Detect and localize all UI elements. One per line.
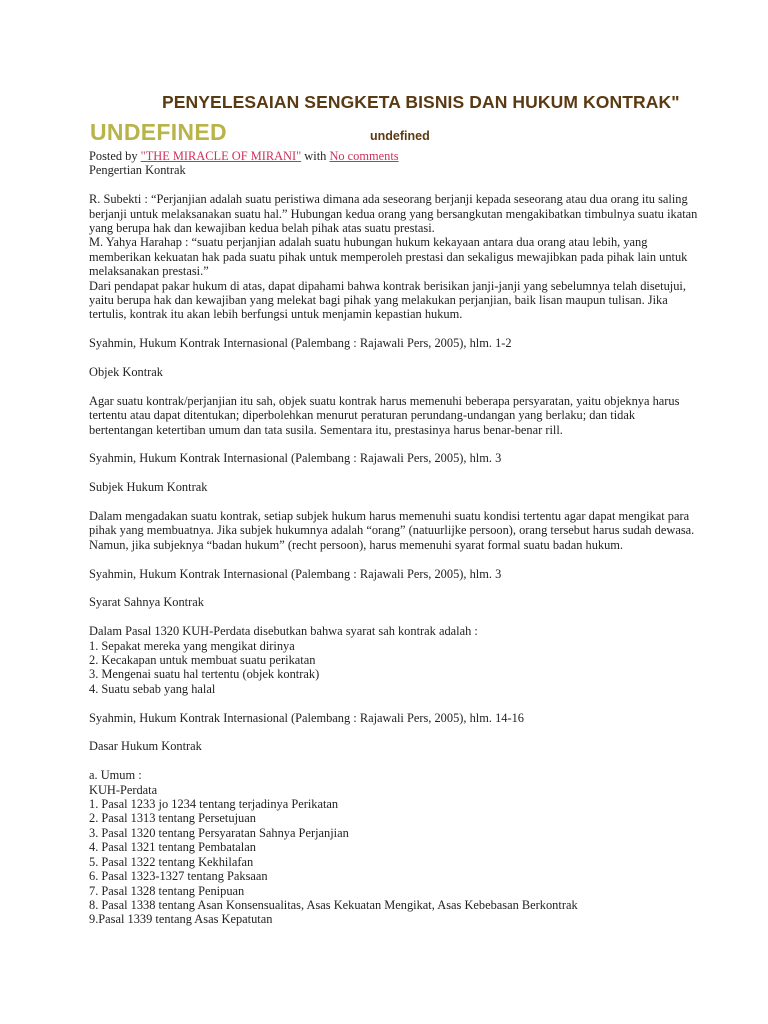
- paragraph-line: berjanji untuk melaksanakan suatu hal.” Hubungan kedua orang yang bersangkutan mengakibatkan timbulnya suatu ikatan: [89, 206, 698, 221]
- list-item: 2. Pasal 1313 tentang Persetujuan: [89, 811, 256, 826]
- section-heading: Objek Kontrak: [89, 365, 163, 380]
- list: [89, 797, 689, 927]
- list-item: 7. Pasal 1328 tentang Penipuan: [89, 883, 245, 898]
- list-item: 1. Sepakat mereka yang mengikat dirinya: [89, 638, 295, 653]
- list-item: 9.Pasal 1339 tentang Asas Kepatutan: [89, 912, 273, 927]
- list-item: 2. Kecakapan untuk membuat suatu perikatan: [89, 653, 316, 668]
- list-item: 5. Pasal 1322 tentang Kekhilafan: [89, 854, 254, 869]
- comments-link[interactable]: No comments: [329, 149, 399, 163]
- section-heading: Pengertian Kontrak: [89, 163, 186, 178]
- page-title: PENYELESAIAN SENGKETA BISNIS DAN HUKUM KONTRAK": [162, 92, 680, 112]
- paragraph: [89, 509, 695, 552]
- article-body: [89, 149, 698, 927]
- paragraph-line: Dalam mengadakan suatu kontrak, setiap subjek hukum harus memenuhi suatu kondisi tertentu agar dapat mengikat para: [89, 509, 690, 524]
- paragraph-line: memberikan kekuatan hak pada suatu pihak untuk memperoleh prestasi dan sekaligus mewajibkan pada pihak lain untuk: [89, 249, 688, 264]
- paragraph-line: melaksanakan prestasi.”: [89, 264, 209, 279]
- undefined-subheading: undefined: [370, 129, 430, 143]
- subheading: a. Umum :: [89, 768, 142, 783]
- list-item: 6. Pasal 1323-1327 tentang Paksaan: [89, 869, 268, 884]
- posted-by-label: Posted by: [89, 149, 138, 163]
- list-item: 1. Pasal 1233 jo 1234 tentang terjadinya Perikatan: [89, 797, 339, 812]
- paragraph-line: yaitu berupa hak dan kewajiban yang melekat bagi pihak yang melakukan perjanjian, baik lisan maupun tulisan. Jika: [89, 293, 668, 308]
- paragraph-line: bertentangan ketertiban umum dan tata susila. Sementara itu, prestasinya harus benar-benar rill.: [89, 422, 563, 437]
- paragraph: Dalam Pasal 1320 KUH-Perdata disebutkan bahwa syarat sah kontrak adalah :: [89, 624, 478, 639]
- section-heading: Subjek Hukum Kontrak: [89, 480, 208, 495]
- paragraph-line: pihak yang membuatnya. Jika subjek hukumnya adalah “orang” (natuurlijke persoon), orang tersebut harus sudah dewasa.: [89, 523, 695, 538]
- section-heading: Dasar Hukum Kontrak: [89, 739, 202, 754]
- citation: Syahmin, Hukum Kontrak Internasional (Palembang : Rajawali Pers, 2005), hlm. 1-2: [89, 336, 512, 351]
- paragraph-line: Dari pendapat pakar hukum di atas, dapat dipahami bahwa kontrak berisikan janji-janji yang sebelumnya telah disetujui,: [89, 278, 686, 293]
- paragraph-line: Namun, jika subjeknya “badan hukum” (recht persoon), harus memenuhi syarat formal suatu badan hukum.: [89, 537, 624, 552]
- list-item: 8. Pasal 1338 tentang Asan Konsensualitas, Asas Kekuatan Mengikat, Asas Kebebasan Berkontrak: [89, 897, 578, 912]
- list-item: 3. Mengenai suatu hal tertentu (objek kontrak): [89, 667, 320, 682]
- code-label: KUH-Perdata: [89, 782, 158, 797]
- list-item: 4. Pasal 1321 tentang Pembatalan: [89, 840, 256, 855]
- citation: Syahmin, Hukum Kontrak Internasional (Palembang : Rajawali Pers, 2005), hlm. 3: [89, 566, 502, 581]
- paragraph-line: tertulis, kontrak itu akan lebih berfungsi untuk menjamin kepastian hukum.: [89, 307, 463, 322]
- paragraph-line: Agar suatu kontrak/perjanjian itu sah, objek suatu kontrak harus memenuhi beberapa persyaratan, yaitu objeknya harus: [89, 393, 680, 408]
- list-item: 4. Suatu sebab yang halal: [89, 681, 216, 696]
- paragraph-line: yang berupa hak dan kewajiban kedua belah pihak atas suatu prestasi.: [89, 221, 435, 236]
- paragraph-line: R. Subekti : “Perjanjian adalah suatu peristiwa dimana ada seseorang berjanji kepada seseorang atau dua orang itu saling: [89, 192, 688, 207]
- paragraph-line: M. Yahya Harahap : “suatu perjanjian adalah suatu hubungan hukum kekayaan antara dua orang atau lebih, yang: [89, 235, 648, 250]
- citation: Syahmin, Hukum Kontrak Internasional (Palembang : Rajawali Pers, 2005), hlm. 14-16: [89, 710, 524, 725]
- list-item: 3. Pasal 1320 tentang Persyaratan Sahnya Perjanjian: [89, 825, 349, 840]
- list: [89, 639, 689, 697]
- paragraph-line: tertentu atau dapat ditentukan; diperbolehkan menurut peraturan perundang-undangan yang berlaku; dan tidak: [89, 408, 636, 423]
- with-label: with: [304, 149, 327, 163]
- paragraph: [89, 394, 689, 437]
- paragraph: [89, 192, 698, 322]
- undefined-heading: UNDEFINED: [90, 119, 227, 145]
- citation: Syahmin, Hukum Kontrak Internasional (Palembang : Rajawali Pers, 2005), hlm. 3: [89, 451, 502, 466]
- section-heading: Syarat Sahnya Kontrak: [89, 595, 204, 610]
- author-link[interactable]: "THE MIRACLE OF MIRANI": [140, 149, 302, 163]
- post-meta: [89, 149, 689, 163]
